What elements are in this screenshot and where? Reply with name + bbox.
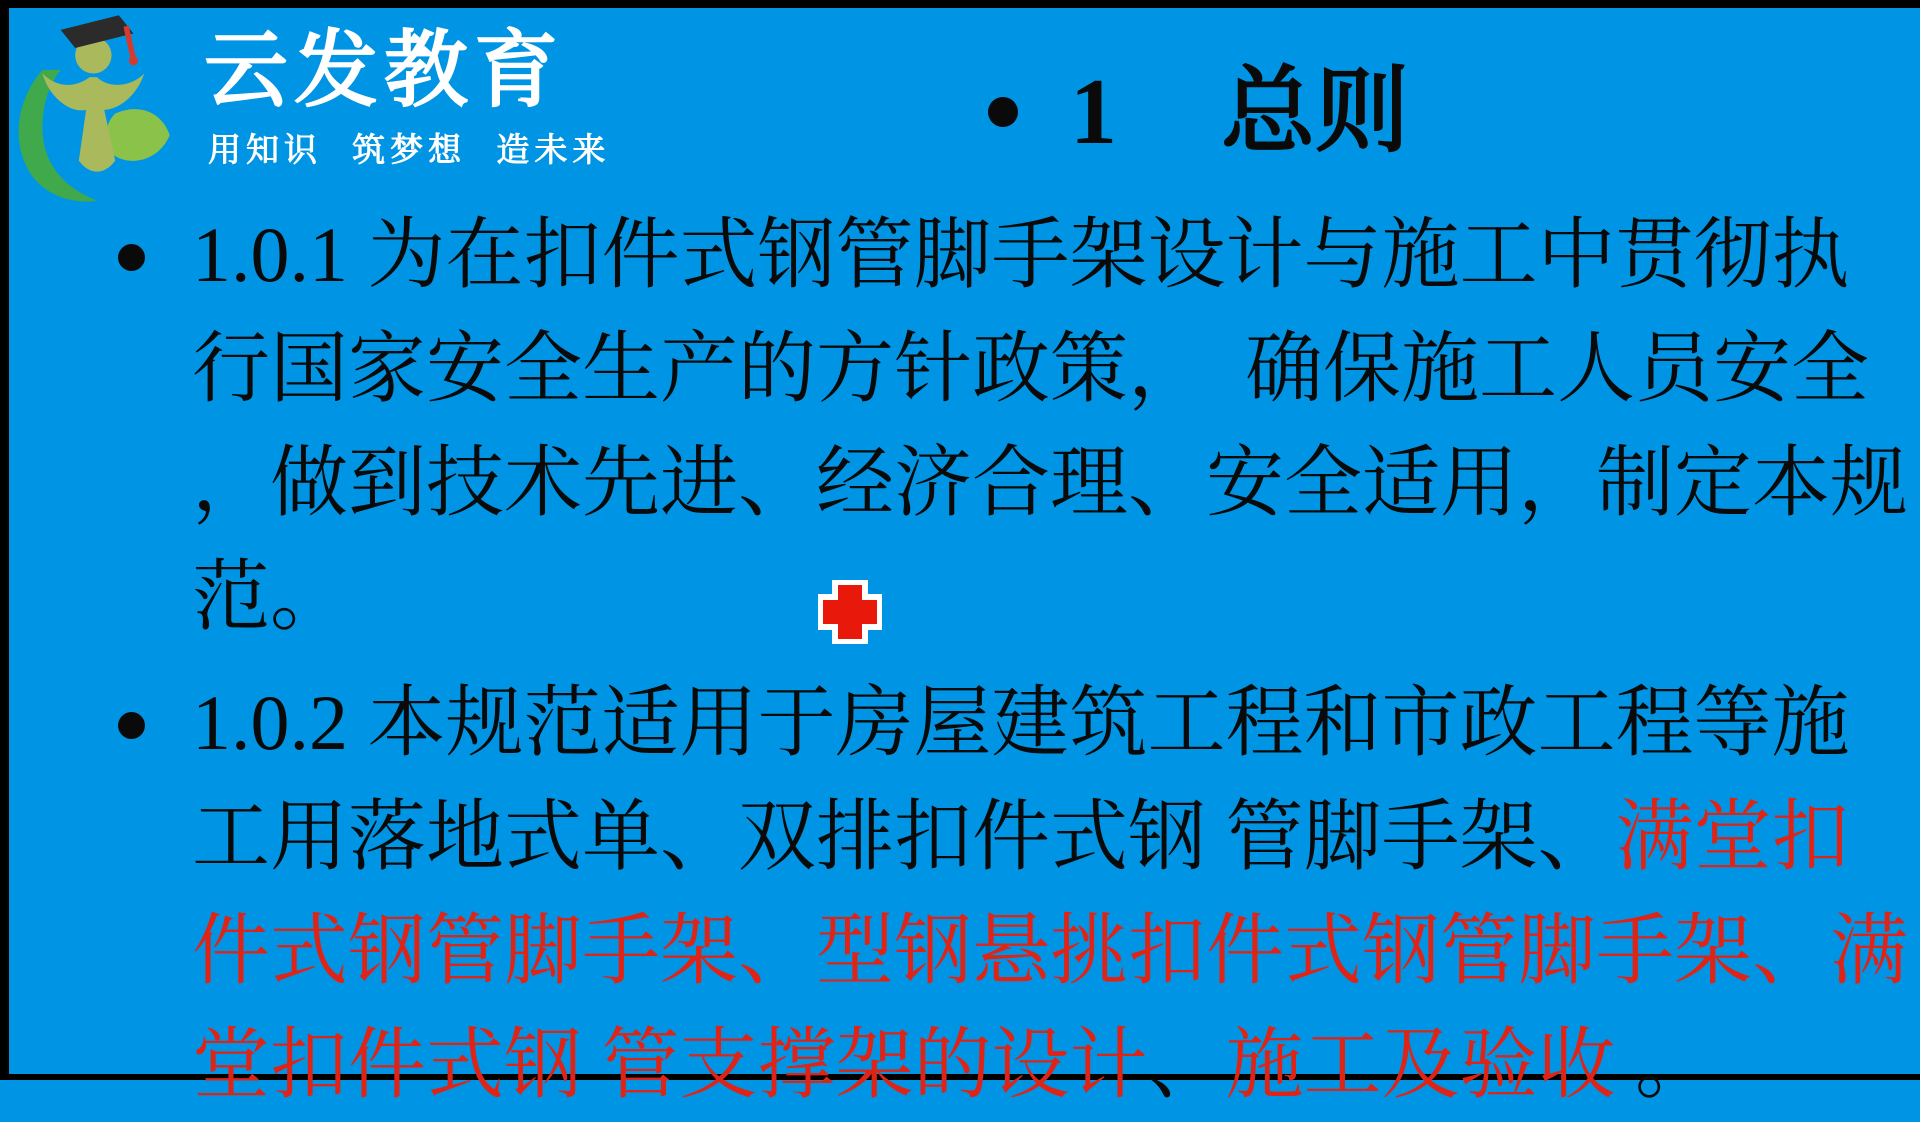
text-segment: 。 [1615, 1021, 1714, 1108]
text-line [192, 894, 1920, 1008]
paragraph-1-0-2 [192, 666, 1920, 1122]
logo-text: 云发教育 [204, 23, 565, 117]
text-line: 行国家安全生产的方针政策， 确保施工人员安全 [192, 325, 1870, 412]
logo-graduate-icon [6, 8, 188, 213]
title-bullet-icon [988, 97, 1018, 127]
paragraph-1-0-1 [192, 198, 1920, 654]
text-line: 1.0.1 为在扣件式钢管脚手架设计与施工中贯彻执 [192, 211, 1850, 298]
top-letterbox-bar [0, 0, 1920, 8]
text-line [192, 780, 1920, 894]
highlighted-text-segment: 施工及验收 [1225, 1021, 1616, 1108]
highlighted-text-segment: 件式钢管脚手架、型钢悬挑扣件式钢管脚手架、满 [192, 907, 1909, 994]
red-cross-marker-icon [818, 580, 882, 644]
highlighted-text-segment: 满堂扣 [1615, 793, 1850, 880]
text-line: 范。 [192, 553, 349, 640]
highlighted-text-segment: 堂扣件式钢 管支撑架的设计 [192, 1021, 1148, 1108]
text-line: ，做到技术先进、经济合理、安全适用，制定本规 [192, 439, 1909, 526]
bullet-icon [118, 712, 145, 739]
title-label: 总则 [1221, 60, 1410, 164]
slide-title [988, 56, 1409, 168]
text-line: 1.0.2 本规范适用于房屋建筑工程和市政工程等施 [192, 679, 1850, 766]
text-segment: 、 [1147, 1021, 1226, 1108]
logo-slogan: 用知识 筑梦想 造未来 [208, 131, 611, 168]
bullet-icon [118, 244, 145, 271]
text-segment: 工用落地式单、双排扣件式钢 管脚手架、 [192, 793, 1616, 880]
text-line [192, 1008, 1920, 1122]
title-number: 1 [1070, 60, 1117, 164]
